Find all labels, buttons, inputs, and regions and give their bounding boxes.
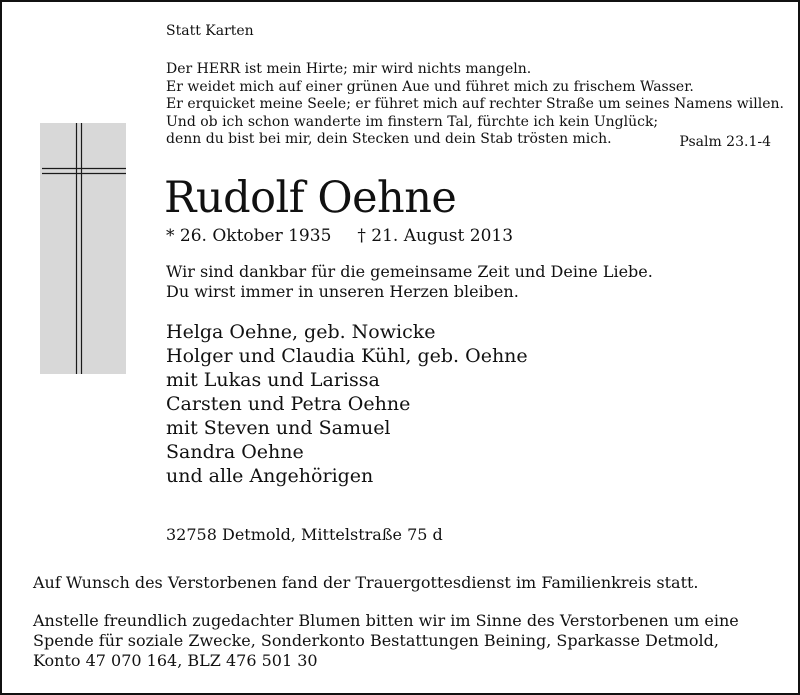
death-date: † 21. August 2013: [357, 226, 514, 246]
psalm-line: Und ob ich schon wanderte im finstern Tal, fürchte ich kein Unglück;: [166, 113, 659, 130]
family-member: Carsten und Petra Oehne: [166, 393, 411, 415]
cross-image: [40, 123, 126, 374]
family-member: Helga Oehne, geb. Nowicke: [166, 321, 436, 343]
psalm-line: Er erquicket meine Seele; er führet mich auf rechter Straße um seines Namens willen.: [166, 96, 784, 112]
family-member: Sandra Oehne: [166, 441, 304, 463]
psalm-reference: Psalm 23.1-4: [679, 134, 771, 150]
deceased-name: Rudolf Oehne: [164, 173, 457, 223]
donation-line: Konto 47 070 164, BLZ 476 501 30: [33, 651, 318, 670]
thanks-line: Du wirst immer in unseren Herzen bleiben.: [166, 282, 519, 301]
statt-karten-label: Statt Karten: [166, 23, 254, 39]
family-member: und alle Angehörigen: [166, 465, 374, 487]
funeral-note: Auf Wunsch des Verstorbenen fand der Trauergottesdienst im Familienkreis statt.: [33, 573, 699, 592]
psalm-line: Der HERR ist mein Hirte; mir wird nichts mangeln.: [166, 61, 532, 77]
psalm-line: denn du bist bei mir, dein Stecken und dein Stab trösten mich.: [166, 131, 612, 147]
donation-line: Spende für soziale Zwecke, Sonderkonto Bestattungen Beining, Sparkasse Detmold,: [33, 631, 719, 650]
psalm-line: Er weidet mich auf einer grünen Aue und führet mich zu frischem Wasser.: [166, 78, 694, 95]
address: 32758 Detmold, Mittelstraße 75 d: [166, 525, 443, 544]
family-list: [166, 320, 528, 488]
donation-note: [33, 611, 739, 671]
thanks-text: [166, 262, 653, 302]
donation-line: Anstelle freundlich zugedachter Blumen bitten wir im Sinne des Verstorbenen um eine: [33, 611, 739, 630]
family-member: mit Lukas und Larissa: [166, 369, 380, 391]
cross-icon: [40, 123, 126, 374]
thanks-line: Wir sind dankbar für die gemeinsame Zeit und Deine Liebe.: [166, 262, 653, 281]
life-dates: [166, 226, 513, 246]
family-member: Holger und Claudia Kühl, geb. Oehne: [166, 345, 528, 367]
birth-date: * 26. Oktober 1935: [166, 226, 332, 246]
family-member: mit Steven und Samuel: [166, 417, 391, 439]
